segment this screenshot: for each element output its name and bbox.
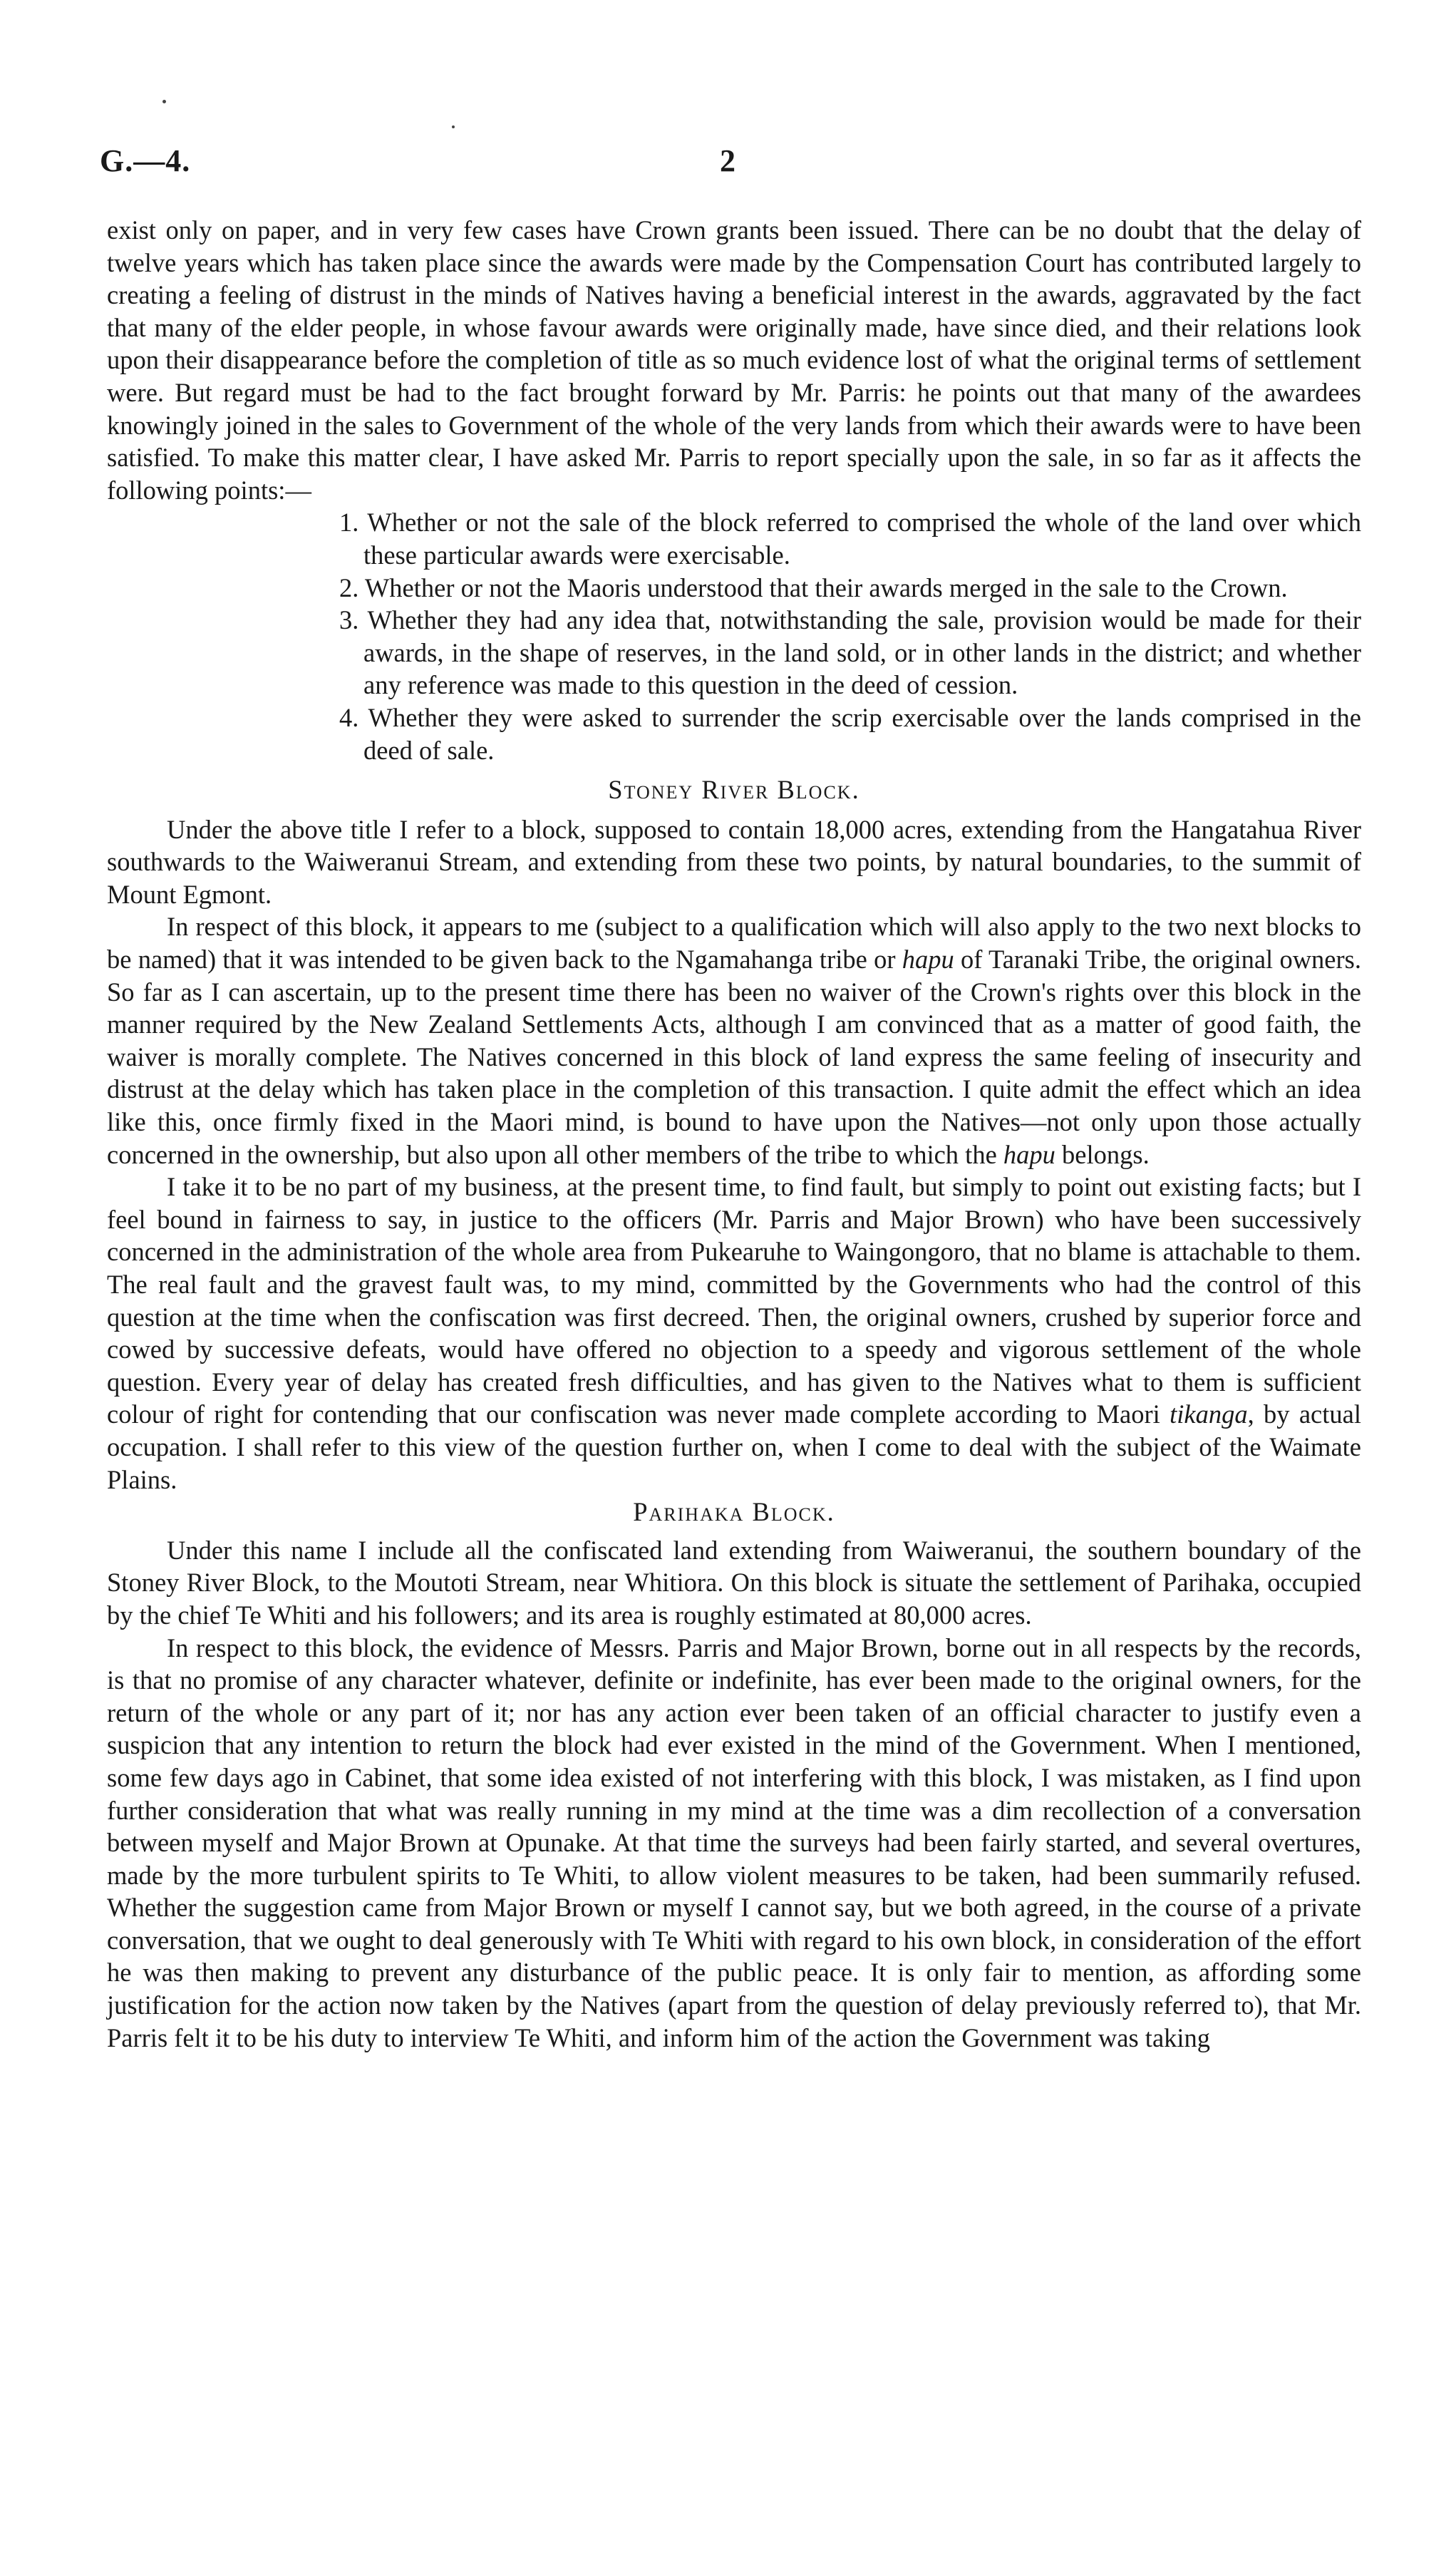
parihaka-paragraph-1: Under this name I include all the confiscated land extending from Waiweranui, the southern boundary of the Stoney River Block, to the Moutoti Stream, near Whitiora. On this block is situate the settlement of Parihaka, occupied by the chief Te Whiti and his followers; and its area is roughly estimated at 80,000 acres.	[107, 1535, 1361, 1630]
list-item	[339, 506, 1361, 571]
list-item-text: Whether or not the sale of the block referred to comprised the whole of the land over which these particular awards were exercisable.	[363, 508, 1361, 570]
italic-term: hapu	[902, 945, 954, 975]
points-list	[107, 506, 1361, 766]
list-item-text: Whether they were asked to surrender the scrip exercisable over the lands comprised in the deed of sale.	[363, 702, 1362, 765]
stray-ink-dot	[452, 125, 455, 128]
page-header	[100, 143, 1354, 185]
page-number: 2	[720, 143, 735, 178]
list-item	[339, 701, 1362, 766]
text-run: belongs.	[1055, 1139, 1150, 1169]
list-item	[339, 572, 1361, 605]
list-item-number: 2.	[339, 572, 359, 602]
stoney-river-heading: Stoney River Block.	[608, 775, 860, 805]
stoney-river-paragraph-2	[107, 910, 1361, 1171]
document-body	[107, 214, 1361, 2054]
parihaka-heading: Parihaka Block.	[633, 1497, 835, 1527]
italic-term: tikanga	[1170, 1399, 1248, 1429]
list-item-number: 4.	[339, 702, 359, 732]
list-item-text: Whether or not the Maoris understood that their awards merged in the sale to the Crown.	[364, 572, 1288, 602]
list-item-number: 3.	[339, 605, 359, 635]
text-run: I take it to be no part of my business, at the present time, to find fault, but simply to point out existing facts; but I feel bound in fairness to say, in justice to the officers (Mr. Parris and Major Brown) who have been successively concerned in the administration of the whole area from Pukearuhe to Waingongoro, that no blame is attachable to them. The real fault and the gravest fault was, to my mind, committed by the Governments who had the control of this question at the time when the confiscation was first decreed. Then, the original owners, crushed by superior force and cowed by successive defeats, would have offered no objection to a speedy and vigorous settlement of the whole question. Every year of delay has created fresh difficulties, and has given to the Natives what to them is sufficient colour of right for contending that our confiscation was never made complete according to Maori	[107, 1172, 1361, 1429]
list-item-text: Whether they had any idea that, notwithstanding the sale, provision would be made for their awards, in the shape of reserves, in the land sold, or in other lands in the district; and whether any reference was made to this question in the deed of cession.	[363, 605, 1361, 700]
stoney-river-paragraph-1: Under the above title I refer to a block, supposed to contain 18,000 acres, extending from the Hangatahua River southwards to the Waiweranui Stream, and extending from these two points, by natural boundaries, to the summit of Mount Egmont.	[107, 814, 1361, 909]
stray-ink-dot	[162, 100, 166, 103]
list-item	[339, 604, 1361, 701]
parihaka-paragraph-2: In respect to this block, the evidence of Messrs. Parris and Major Brown, borne out in all respects by the records, is that no promise of any character whatever, definite or indefinite, has ever been made to the original owners, for the return of the whole or any part of it; nor has any action ever been taken of an official character to justify even a suspicion that any intention to return the block had ever existed in the mind of the Government. When I mentioned, some few days ago in Cabinet, that some idea existed of not interfering with this block, I was mistaken, as I find upon further consideration that what was really running in my mind at the time was a dim recollection of a conversation between myself and Major Brown at Opunake. At that time the surveys had been fairly started, and several overtures, made by the more turbulent spirits to Te Whiti, to allow violent measures to be taken, had been summarily refused. Whether the suggestion came from Major Brown or myself I cannot say, but we both agreed, in the course of a private conversation, that we ought to deal generously with Te Whiti with regard to his own block, in consideration of the effort he was then making to prevent any disturbance of the public peace. It is only fair to mention, as affording some justification for the action now taken by the Natives (apart from the question of delay previously referred to), that Mr. Parris felt it to be his duty to interview Te Whiti, and inform him of the action the Government was taking	[107, 1633, 1361, 2052]
list-item-number: 1.	[339, 508, 359, 538]
text-run: , by actual occupation. I shall refer to this view of the question further on, when I come to deal with the subject of the Waimate Plains.	[107, 1399, 1361, 1494]
intro-paragraph: exist only on paper, and in very few cases have Crown grants been issued. There can be no doubt that the delay of twelve years which has taken place since the awards were made by the Compensation Court has contributed largely to creating a feeling of distrust in the minds of Natives having a beneficial interest in the awards, aggravated by the fact that many of the elder people, in whose favour awards were originally made, have since died, and their relations look upon their disappearance before the completion of title as so much evidence lost of what the original terms of settlement were. But regard must be had to the fact brought forward by Mr. Parris: he points out that many of the awardees knowingly joined in the sales to Government of the whole of the very lands from which their awards were to have been satisfied. To make this matter clear, I have asked Mr. Parris to report specially upon the sale, in so far as it affects the following points:—	[107, 215, 1361, 505]
italic-term: hapu	[1003, 1139, 1055, 1169]
text-run: of Taranaki Tribe, the original owners. So far as I can ascertain, up to the present time there has been no waiver of the Crown's rights over this block in the manner required by the New Zealand Settlements Acts, although I am convinced that as a matter of good faith, the waiver is morally complete. The Natives concerned in this block of land express the same feeling of insecurity and distrust at the delay which has taken place in the completion of this transaction. I quite admit the effect which an idea like this, once firmly fixed in the Maori mind, is bound to have upon the Natives—not only upon those actually concerned in the ownership, but also upon all other members of the tribe to which the	[107, 945, 1361, 1169]
document-code: G.—4.	[100, 143, 191, 178]
stoney-river-paragraph-3	[107, 1171, 1361, 1496]
text-run: In respect of this block, it appears to me (subject to a qualification which will also apply to the two next blocks to be named) that it was intended to be given back to the Ngamahanga tribe or	[107, 912, 1361, 975]
